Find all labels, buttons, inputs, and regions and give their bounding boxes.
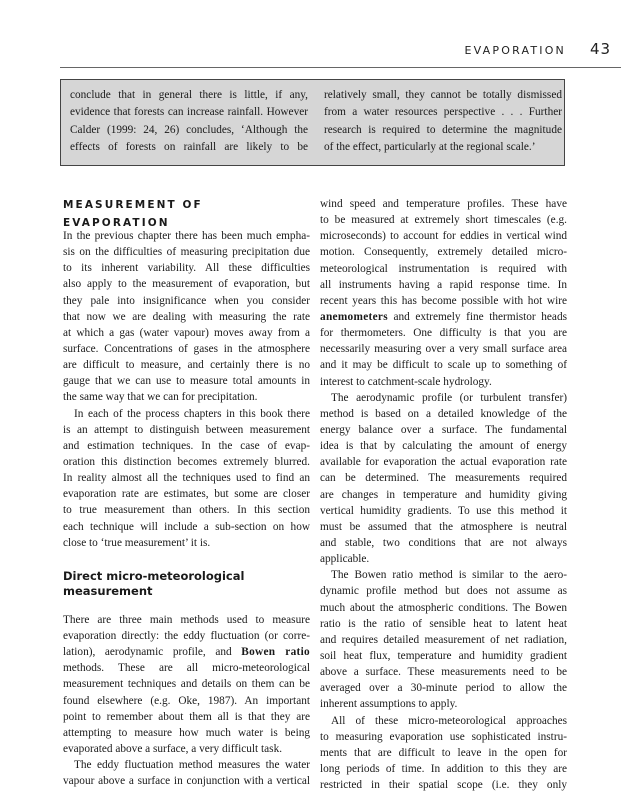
subheading <box>63 569 310 600</box>
text-line: relatively small, they cannot be totally dismissed <box>324 89 562 101</box>
text-run: lation), aerodynamic profile, and <box>63 646 242 659</box>
text-line: much about the atmospheric conditions. The Bowen <box>320 601 567 614</box>
subheading-line: Direct micro-meteorological <box>63 568 245 583</box>
left-column <box>63 196 310 789</box>
text-line: and requires detailed measurement of net radiation, <box>320 633 567 646</box>
quote-box <box>60 79 565 166</box>
text-line: above a surface. These measurements need to be <box>320 666 567 679</box>
text-line: all instruments having a rapid response time. In <box>320 278 567 291</box>
text-line <box>320 309 567 325</box>
text-line: In each of the process chapters in this book there <box>74 407 310 420</box>
text-line: effects of forests on rainfall are likely to be <box>70 140 308 153</box>
text-line: each technique will include a sub-section on how <box>63 520 310 533</box>
text-line: recent years this has become possible with hot wire <box>320 294 567 307</box>
quote-box-right-column <box>324 87 562 156</box>
text-line: The eddy fluctuation method measures the water <box>74 759 310 772</box>
text-line: ments that are difficult to leave in the open for <box>320 746 567 759</box>
text-line: oration this distinction becomes extremely blurred. <box>63 455 310 468</box>
text-line: energy balance over a surface. The fundamental <box>320 423 567 436</box>
running-head: EVAPORATION <box>464 44 566 57</box>
text-line: that now we are dealing with measuring the rate <box>63 310 310 323</box>
key-term: anemometers <box>320 310 388 323</box>
text-line: interest to catchment-scale hydrology. <box>320 375 492 388</box>
key-term: Bowen ratio <box>241 646 310 659</box>
text-line: In reality almost all the techniques used to find an <box>63 472 310 485</box>
text-line: necessarily measuring over a very small surface area <box>320 343 567 356</box>
text-line: All of these micro-meteorological approaches <box>331 714 567 727</box>
text-line: at which a gas (water vapour) moves away from a <box>63 326 310 339</box>
paragraph-4 <box>63 757 310 789</box>
text-line: vertical humidity gradients. To use this method it <box>320 504 567 517</box>
text-line: motion. Consequently, extremely detailed micro- <box>320 246 567 259</box>
text-line: The aerodynamic profile (or turbulent transfer) <box>331 391 567 404</box>
text-line: meteorological instrumentation is required with <box>320 262 567 275</box>
text-run: and extremely fine thermistor heads <box>387 310 567 323</box>
text-line: and it may be difficult to scale up to something of <box>320 359 567 372</box>
text-line: from a water resources perspective . . . Further <box>324 106 562 119</box>
text-line: to measuring evaporation use sophisticated instru- <box>320 730 567 743</box>
text-line: soil heat flux, temperature and humidity gradient <box>320 649 567 662</box>
text-line: to be measured at extremely short timescales (e.g. <box>320 214 567 227</box>
text-line: evaporation directly: the eddy fluctuation (or corre- <box>63 629 310 642</box>
text-line: research is required to determine the magnitude <box>324 123 562 136</box>
page-number: 43 <box>590 40 612 58</box>
paragraph-1 <box>320 196 567 390</box>
text-line: to its inherent variability. All these difficulties <box>63 262 310 275</box>
text-line: conclude that in general there is little, if any, <box>70 89 308 101</box>
text-line: methods. These are all micro-meteorological <box>63 662 310 675</box>
text-line: evaporation rate are estimates, but some are closer <box>63 488 310 501</box>
subheading-line: measurement <box>63 584 153 599</box>
header-rule <box>60 67 621 68</box>
text-line: sis on the difficulties of measuring precipitation due <box>63 246 310 259</box>
text-line: and stable, two conditions that are not always <box>320 536 567 549</box>
paragraph-4 <box>320 713 567 794</box>
section-heading: MEASUREMENT OF EVAPORATION <box>63 199 203 229</box>
text-line: evidence that forests can increase rainfall. However <box>70 106 308 119</box>
text-line: averaged over a 30-minute period to allow the <box>320 682 567 695</box>
paragraph-3 <box>63 612 310 757</box>
text-line: evaporated above a surface, a very difficult task. <box>63 742 283 755</box>
text-line: wind speed and temperature profiles. These have <box>320 198 567 210</box>
text-line: found elsewhere (e.g. Oke, 1987). An important <box>63 694 310 707</box>
text-line: is an attempt to distinguish between measurement <box>63 423 310 436</box>
text-line: idea is that by calculating the amount of energy <box>320 440 567 453</box>
text-line: point to remember about them all is that they are <box>63 710 310 723</box>
text-line: attempting to measure how much water is being <box>63 726 310 739</box>
text-line: to true measurement than others. In this section <box>63 504 310 517</box>
paragraph-3 <box>320 567 567 712</box>
text-line: ratio is the ratio of sensible heat to latent heat <box>320 617 567 630</box>
text-line: of the effect, particularly at the regional scale.’ <box>324 140 536 153</box>
quote-box-left-column <box>70 87 308 156</box>
text-line: are difficult to measure, and certainly there is no <box>63 359 310 372</box>
text-line: applicable. <box>320 553 370 566</box>
text-line: inherent assumptions to apply. <box>320 698 458 711</box>
text-line: close to ‘true measurement’ it is. <box>63 536 211 549</box>
paragraph-1 <box>63 228 310 406</box>
text-line: they pale into insignificance when you consider <box>63 294 310 307</box>
text-line: dynamic profile method but does not assume as <box>320 585 567 598</box>
text-line: Calder (1999: 24, 26) concludes, ‘Although the <box>70 123 308 136</box>
text-line: can be determined. The measurements required <box>320 472 567 485</box>
text-line: long periods of time. In addition to this they are <box>320 762 567 775</box>
text-line: restricted in their spatial scope (i.e. they only <box>320 779 567 792</box>
text-line: vapour above a surface in conjunction with a vertical <box>63 775 310 788</box>
text-line: gauge that we can use to measure total amounts in <box>63 375 310 388</box>
text-line: In the previous chapter there has been much empha- <box>63 230 310 242</box>
text-line: surface. Concentrations of gases in the atmosphere <box>63 342 310 355</box>
text-line: the same way that we can for precipitation. <box>63 391 258 404</box>
text-line: for thermometers. One difficulty is that you are <box>320 327 567 340</box>
right-column <box>320 196 567 793</box>
paragraph-2 <box>63 406 310 551</box>
text-line: available for evaporation the actual evaporation rate <box>320 456 567 469</box>
text-line: There are three main methods used to measure <box>63 613 310 626</box>
paragraph-2 <box>320 390 567 568</box>
text-line: are changes in temperature and humidity giving <box>320 488 567 501</box>
text-line: also apply to the measurement of evaporation, but <box>63 278 310 291</box>
text-line: must be assumed that the atmosphere is neutral <box>320 520 567 533</box>
text-line: method is based on a detailed knowledge of the <box>320 407 567 420</box>
text-line: The Bowen ratio method is similar to the aero- <box>331 569 567 582</box>
text-line <box>63 644 310 660</box>
text-line: and estimation techniques. In the case of evap- <box>63 439 310 452</box>
text-line: microseconds) to account for eddies in vertical wind <box>320 230 567 243</box>
text-line: measurement techniques and details on them can be <box>63 678 310 691</box>
